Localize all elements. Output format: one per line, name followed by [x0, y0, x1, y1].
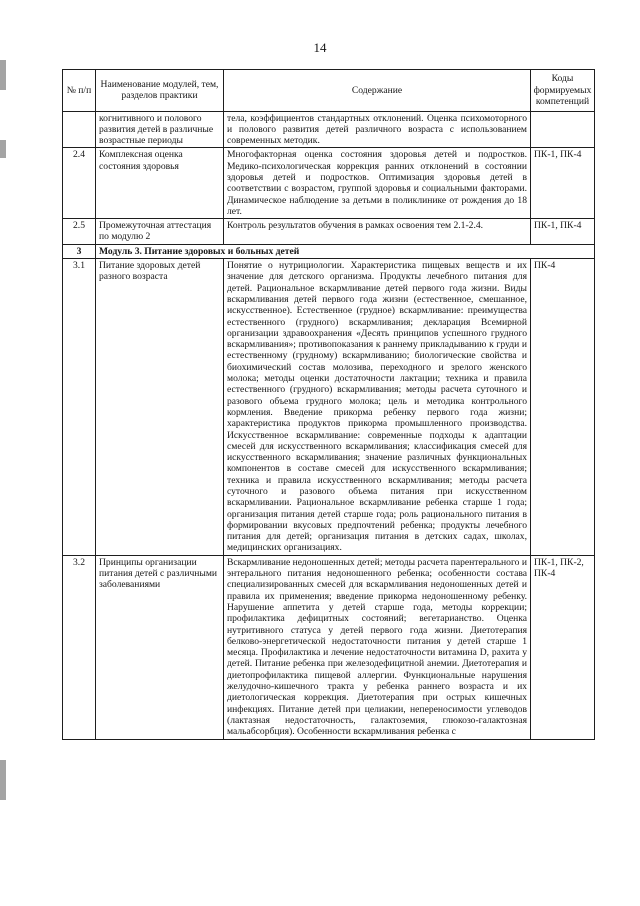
module-num: 3 [63, 244, 96, 258]
row-name: когнитивного и полового развития детей в различные возрастные периоды [96, 111, 224, 148]
row-name: Промежуточная аттестация по модулю 2 [96, 219, 224, 245]
table-row [63, 555, 595, 739]
table-row [63, 259, 595, 556]
table-header-row [63, 70, 595, 112]
row-content: Контроль результатов обучения в рамках освоения тем 2.1-2.4. [224, 219, 531, 245]
row-codes: ПК-1, ПК-4 [531, 219, 595, 245]
header-content: Содержание [224, 70, 531, 112]
row-name: Принципы организации питания детей с различными заболеваниями [96, 555, 224, 739]
row-num: 3.2 [63, 555, 96, 739]
row-num: 2.5 [63, 219, 96, 245]
row-codes: ПК-1, ПК-2, ПК-4 [531, 555, 595, 739]
header-name: Наименование модулей, тем, разделов практики [96, 70, 224, 112]
table-row [63, 219, 595, 245]
row-num: 2.4 [63, 148, 96, 219]
row-name: Питание здоровых детей разного возраста [96, 259, 224, 556]
table-row [63, 148, 595, 219]
curriculum-table [62, 69, 595, 740]
table-row [63, 111, 595, 148]
row-codes: ПК-1, ПК-4 [531, 148, 595, 219]
row-codes [531, 111, 595, 148]
header-num: № п/п [63, 70, 96, 112]
scan-edge-mark [0, 60, 6, 90]
module-title: Модуль 3. Питание здоровых и больных детей [96, 244, 595, 258]
row-num [63, 111, 96, 148]
header-codes: Коды формируемых компетенций [531, 70, 595, 112]
row-name: Комплексная оценка состояния здоровья [96, 148, 224, 219]
module-row [63, 244, 595, 258]
row-content: Многофакторная оценка состояния здоровья детей и подростков. Медико-психологическая коррекция ранних отклонений в состоянии здоровья детей и подростков. Оптимизация здоровья детей в соответствии с возрастом, группой здоровья и социальными факторами. Динамическое наблюдение за детьми в поликлинике от рождения до 18 лет. [224, 148, 531, 219]
row-content: тела, коэффициентов стандартных отклонений. Оценка психомоторного и полового развития детей различного возраста с использованием современных методик. [224, 111, 531, 148]
row-codes: ПК-4 [531, 259, 595, 556]
page-number: 14 [313, 40, 327, 55]
row-num: 3.1 [63, 259, 96, 556]
row-content: Понятие о нутрициологии. Характеристика пищевых веществ и их значение для детского организма. Продукты лечебного питания для детей. Рациональное вскармливание детей первого года жизни. Виды вскармливания детей первого года жизни (естественное, смешанное, искусственное). Естественное (грудное) вскармливание: преимущества естественного (грудного) вскармливания; декларация Всемирной организации здравоохранения «Десять принципов успешного грудного вскармливания»; противопоказания к раннему прикладыванию к груди и естественному (грудному) вскармливанию; биологические свойства и биохимический состав молозива, переходного и зрелого женского молока; методы оценки достаточности лактации; техника и правила естественного (грудного) вскармливания; методы расчета суточного и разового объема грудного молока; цель и методика контрольного кормления. Введение прикорма ребенку первого года жизни; характеристика продуктов прикорма промышленного производства. Искусственное вскармливание: современные подходы к адаптации смесей для искусственного вскармливания; классификация смесей для искусственного вскармливания; значение различных функциональных компонентов в составе смесей для искусственного вскармливания; техника и правила искусственного вскармливания; методы расчета суточного и разового объема питания при искусственном вскармливании. Рациональное вскармливание ребенка старше 1 года; организация питания детей старше года; роль рационального питания в формировании вкусовых предпочтений ребенка; продукты лечебного питания для детей; организация питания в детских садах, школах, медицинских организациях. [224, 259, 531, 556]
scan-edge-mark [0, 140, 6, 158]
row-content: Вскармливание недоношенных детей; методы расчета парентерального и энтерального питания недоношенного ребенка; особенности состава специализированных смесей для вскармливания недоношенных детей и правила их применения; введение прикорма недоношенному ребенку. Нарушение аппетита у детей старше года, методы коррекции; профилактика дефицитных состояний; вегетарианство. Оценка нутритивного статуса у детей первого года жизни. Диетотерапия белково-энергетической недостаточности питания у детей старше 1 месяца. Профилактика и лечение недостаточности витамина D, рахита у детей. Питание ребенка при железодефицитной анемии. Диетотерапия и диетопрофилактика пищевой аллергии. Функциональные нарушения желудочно-кишечного тракта у ребенка раннего возраста и их диетологическая коррекция. Диетотерапия при острых кишечных инфекциях. Питание детей при целиакии, непереносимости углеводов (лактазная недостаточность, галактоземия, глюкозо-галактозная мальабсорбция). Особенности вскармливания ребенка с [224, 555, 531, 739]
scan-edge-mark [0, 760, 6, 800]
